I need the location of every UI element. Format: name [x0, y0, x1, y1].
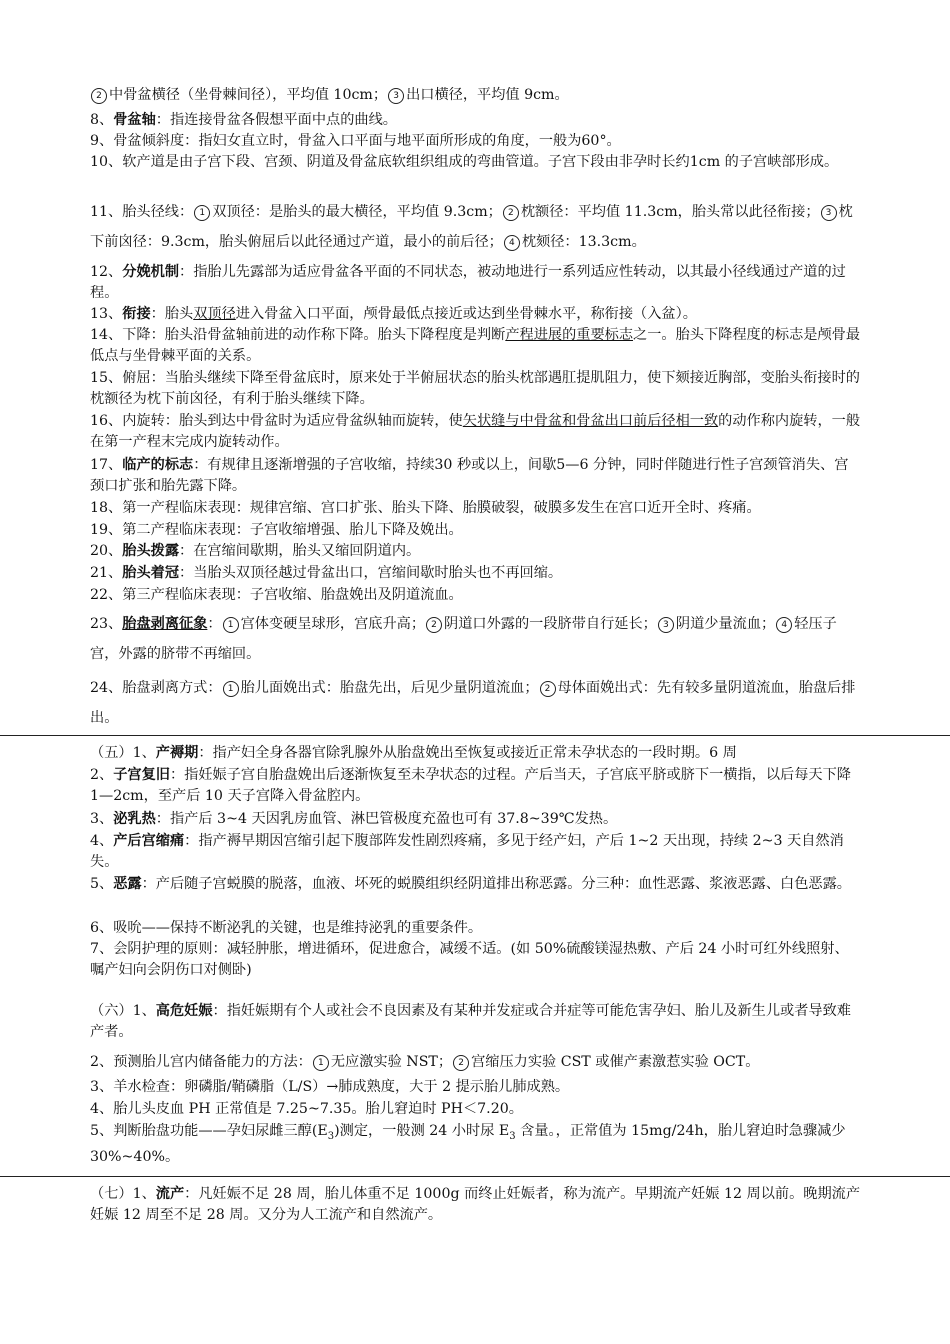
paragraph-pelvic-inclination: 9、骨盆倾斜度：指妇女直立时，骨盆入口平面与地平面所形成的角度，一般为60°。 [90, 133, 621, 149]
circled-number-icon: 2 [453, 1055, 469, 1071]
circled-number-icon: 2 [91, 88, 107, 104]
circled-number-icon: 2 [426, 617, 442, 633]
paragraph-signs-of-labor: 17、临产的标志：有规律且逐渐增强的子宫收缩，持续30 秒或以上，间歇5—6 分钟，同时伴随进行性子宫颈管消失、宫颈口扩张和胎先露下降。 [90, 457, 849, 494]
paragraph-fetal-head-diameters: 11、胎头径线： 1 双顶径：是胎头的最大横径，平均值 9.3cm； 2 枕额径：平均值 11.3cm，胎头常以此径衔接； 3 枕下前囟径：9.3cm，胎头俯屈后以此径通过产道，最小的前后径； 4 枕颏径：13.3cm。 [90, 204, 853, 250]
term: 分娩机制 [122, 264, 180, 280]
circled-number-icon: 2 [540, 681, 556, 697]
paragraph-abortion: （七）1、流产：凡妊娠不足 28 周，胎儿体重不足 1000g 而终止妊娠者，称为流产。早期流产妊娠 12 周以前。晚期流产妊娠 12 周至不足 28 周。又分为人工流产和自然流产。 [90, 1186, 861, 1223]
term: 衔接 [122, 306, 151, 322]
circled-number-icon: 1 [223, 617, 239, 633]
paragraph-first-stage: 18、第一产程临床表现：规律宫缩、宫口扩张、胎头下降、胎膜破裂，破膜多发生在宫口近开全时、疼痛。 [90, 500, 761, 516]
paragraph-fetal-reserve: 2、预测胎儿宫内储备能力的方法： 1 无应激实验 NST； 2 宫缩压力实验 CST 或催产素激惹实验 OCT。 [90, 1054, 760, 1070]
paragraph-pelvic-axis: 8、骨盆轴：指连接骨盆各假想平面中点的曲线。 [90, 112, 397, 128]
circled-number-icon: 1 [194, 205, 210, 221]
paragraph-flexion: 15、俯屈：当胎头继续下降至骨盆底时，原来处于半俯屈状态的胎头枕部遇肛提肌阻力，使下颏接近胸部，变胎头衔接时的枕额径为枕下前囟径，有利于胎头继续下降。 [90, 370, 860, 407]
paragraph-pelvic-diameters: 2 中骨盆横径（坐骨棘间径），平均值 10cm； 3 出口横径，平均值 9cm。 [90, 80, 862, 110]
paragraph-perineal-care: 7、会阴护理的原则：减轻肿胀，增进循环，促进愈合，减缓不适。(如 50%硫酸镁湿热敷、产后 24 小时可红外线照射、嘱产妇向会阴伤口对侧卧) [90, 941, 849, 978]
paragraph-second-stage: 19、第二产程临床表现：子宫收缩增强、胎儿下降及娩出。 [90, 522, 463, 538]
term: 临产的标志 [122, 457, 194, 473]
circled-number-icon: 1 [313, 1055, 329, 1071]
paragraph-afterpains: 4、产后宫缩痛：指产褥早期因宫缩引起下腹部阵发性剧烈疼痛，多见于经产妇，产后 1~2 天出现，持续 2~3 天自然消失。 [90, 833, 844, 870]
circled-number-icon: 4 [504, 235, 520, 251]
term: 产褥期 [155, 745, 199, 761]
circled-number-icon: 1 [223, 681, 239, 697]
paragraph-placental-separation-modes: 24、胎盘剥离方式： 1 胎儿面娩出式：胎盘先出，后见少量阴道流血； 2 母体面娩出式：先有较多量阴道流血，胎盘后排出。 [90, 680, 856, 726]
paragraph-labor-mechanism: 12、分娩机制：指胎儿先露部为适应骨盆各平面的不同状态，被动地进行一系列适应性转动，以其最小径线通过产道的过程。 [90, 264, 846, 301]
term: 恶露 [113, 876, 142, 892]
paragraph-internal-rotation: 16、内旋转：胎头到达中骨盆时为适应骨盆纵轴而旋转，使矢状缝与中骨盆和骨盆出口前后径相一致的动作称内旋转，一般在第一产程末完成内旋转动作。 [90, 413, 861, 450]
paragraph-milk-fever: 3、泌乳热：指产后 3~4 天因乳房血管、淋巴管极度充盈也可有 37.8~39℃发热。 [90, 811, 618, 827]
paragraph-head-visible: 20、胎头拨露：在宫缩间歇期，胎头又缩回阴道内。 [90, 543, 421, 559]
paragraph-lochia: 5、恶露：产后随子宫蜕膜的脱落，血液、坏死的蜕膜组织经阴道排出称恶露。分三种：血性恶露、浆液恶露、白色恶露。 [90, 876, 851, 892]
term: 流产 [155, 1186, 185, 1202]
term: 产后宫缩痛 [113, 833, 185, 849]
circled-number-icon: 3 [821, 205, 837, 221]
paragraph-puerperium: （五）1、产褥期：指产妇全身各器官除乳腺外从胎盘娩出至恢复或接近正常未孕状态的一段时期。6 周 [90, 745, 737, 761]
circled-number-icon: 2 [503, 205, 519, 221]
paragraph-high-risk-pregnancy: （六）1、高危妊娠：指妊娠期有个人或社会不良因素及有某种并发症或合并症等可能危害孕妇、胎儿及新生儿或者导致难产者。 [90, 1003, 851, 1040]
term: 高危妊娠 [155, 1003, 213, 1019]
term: 泌乳热 [113, 811, 156, 827]
paragraph-third-stage: 22、第三产程临床表现：子宫收缩、胎盘娩出及阴道流血。 [90, 587, 463, 603]
circled-number-icon: 3 [658, 617, 674, 633]
section-divider [0, 735, 950, 736]
paragraph-engagement: 13、衔接：胎头双顶径进入骨盆入口平面，颅骨最低点接近或达到坐骨棘水平，称衔接（入盆）。 [90, 306, 697, 322]
paragraph-amniotic-test: 3、羊水检查：卵磷脂/鞘磷脂（L/S）→肺成熟度，大于 2 提示胎儿肺成熟。 [90, 1079, 570, 1095]
paragraph-uterine-involution: 2、子宫复旧：指妊娠子宫自胎盘娩出后逐渐恢复至未孕状态的过程。产后当天，子宫底平脐或脐下一横指，以后每天下降 1—2cm，至产后 10 天子宫降入骨盆腔内。 [90, 767, 851, 804]
paragraph-placental-function: 5、判断胎盘功能——孕妇尿雌三醇$(E_3)$测定，一般测 24 小时尿 $E_3$ 含量。，正常值为 15mg/24h，胎儿窘迫时急骤减少 30%~40%。 [90, 1123, 846, 1165]
paragraph-soft-birth-canal: 10、软产道是由子宫下段、宫颈、阴道及骨盆底软组织组成的弯曲管道。子宫下段由非孕时长约1cm 的子宫峡部形成。 [90, 154, 839, 170]
term: 胎头拨露 [122, 543, 180, 559]
term: 子宫复旧 [113, 767, 170, 783]
circled-number-icon: 3 [388, 88, 404, 104]
circled-number-icon: 4 [776, 617, 792, 633]
term: 骨盆轴 [113, 112, 156, 128]
section-divider [0, 1176, 950, 1177]
term: 胎头着冠 [122, 565, 180, 581]
paragraph-placental-separation-signs: 23、胎盘剥离征象： 1 宫体变硬呈球形，宫底升高； 2 阴道口外露的一段脐带自行延长； 3 阴道少量流血； 4 轻压子宫，外露的脐带不再缩回。 [90, 616, 837, 662]
paragraph-descent: 14、下降：胎头沿骨盆轴前进的动作称下降。胎头下降程度是判断产程进展的重要标志之一。胎头下降程度的标志是颅骨最低点与坐骨棘平面的关系。 [90, 327, 861, 364]
term: 胎盘剥离征象 [122, 616, 208, 632]
paragraph-suckling: 6、吸吮——保持不断泌乳的关键，也是维持泌乳的重要条件。 [90, 920, 483, 936]
paragraph-scalp-ph: 4、胎儿头皮血 PH 正常值是 7.25~7.35。胎儿窘迫时 PH＜7.20。 [90, 1101, 523, 1117]
paragraph-crowning: 21、胎头着冠：当胎头双顶径越过骨盆出口，宫缩间歇时胎头也不再回缩。 [90, 565, 563, 581]
